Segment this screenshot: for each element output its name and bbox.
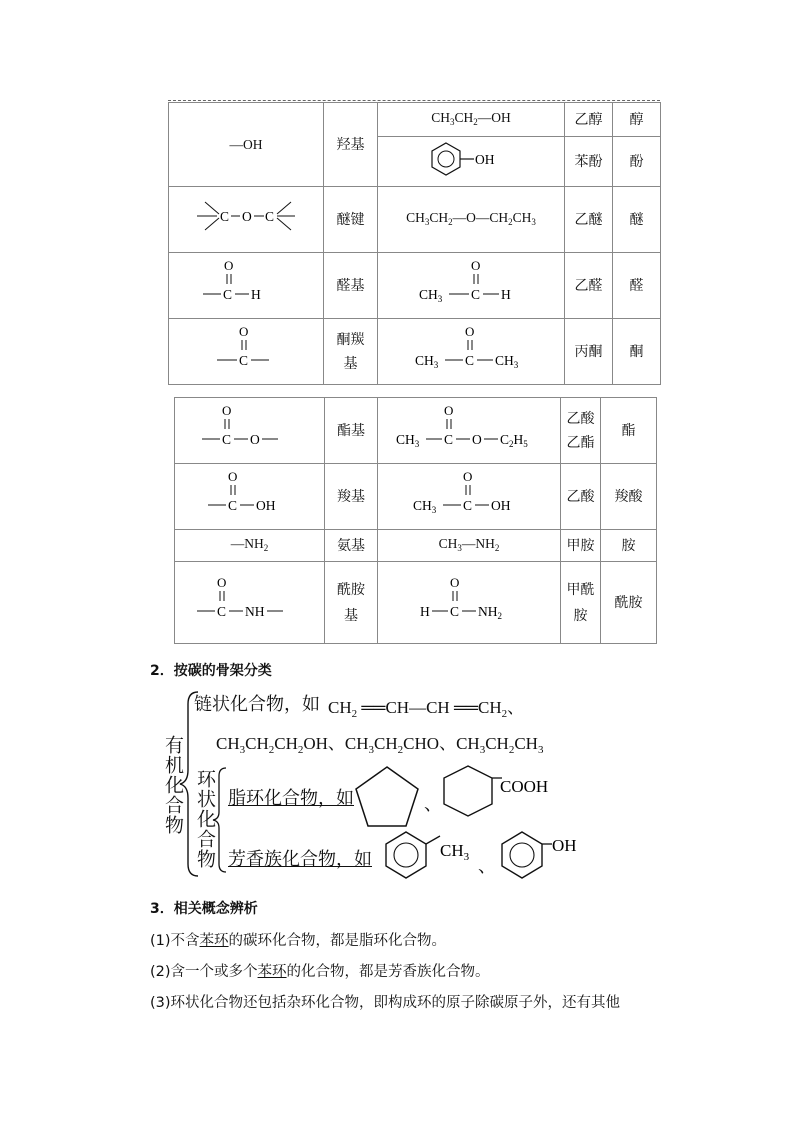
svg-text:H: H <box>420 603 430 619</box>
separator-2: 、 <box>478 856 496 877</box>
svg-text:C: C <box>444 431 454 447</box>
compound-diethyl-ether: 乙醚 <box>565 187 613 253</box>
concept-item-1: (1)不含苯环的碳环化合物，都是脂环化合物。 <box>150 933 447 949</box>
ester-group-icon <box>200 401 300 453</box>
example-ethyl-acetate <box>378 398 561 464</box>
ch3-label: $CH_3$ <box>440 841 470 863</box>
name-ester: 酯基 <box>325 398 378 464</box>
svg-text:OH: OH <box>491 497 511 513</box>
alicyclic-label-text: 脂环化合物，如 <box>228 788 354 809</box>
group-ester <box>175 398 325 464</box>
chain-compounds-label: 链状化合物，如 <box>194 694 320 715</box>
name-ether: 醚键 <box>324 187 378 253</box>
svg-text:CH3: $CH_3$ <box>415 352 439 370</box>
svg-text:NH2: $NH_2$ <box>478 603 502 621</box>
compound-acetone: 丙酮 <box>565 319 613 385</box>
class-carboxylic-acid: 羧酸 <box>601 464 657 530</box>
class-ether: 醚 <box>613 187 661 253</box>
example-ethanol: $CH_3CH_2—OH$ <box>378 103 565 137</box>
functional-group-table-2 <box>174 397 657 644</box>
page-top-border <box>168 100 660 101</box>
chain-example-butadiene: $CH_2$ ══CH—CH $══CH_2$、 <box>328 698 525 720</box>
svg-text:O: O <box>450 574 460 590</box>
compound-methylamine: 甲胺 <box>561 530 601 562</box>
group-carboxyl <box>175 464 325 530</box>
svg-text:OH: OH <box>255 497 275 513</box>
svg-text:O: O <box>239 323 249 339</box>
ethyl-acetate-structure <box>394 401 544 453</box>
name-aldehyde: 醛基 <box>324 253 378 319</box>
compound-ethanol: 乙醇 <box>565 103 613 137</box>
svg-text:CH3: $CH_3$ <box>495 352 519 370</box>
name-carboxyl: 羧基 <box>325 464 378 530</box>
ether-bond-icon <box>191 193 301 239</box>
compound-ethyl-acetate <box>561 398 601 464</box>
compound-phenol: 苯酚 <box>565 137 613 187</box>
name-ketone-carbonyl <box>324 319 378 385</box>
group-amide <box>175 562 325 644</box>
ketone-carbonyl-icon <box>211 322 281 374</box>
name-amide <box>325 562 378 644</box>
example-formamide <box>378 562 561 644</box>
svg-text:O: O <box>221 402 231 418</box>
svg-text:C: C <box>221 431 231 447</box>
class-amine: 胺 <box>601 530 657 562</box>
svg-text:CH3: $CH_3$ <box>419 286 443 304</box>
amide-group-icon <box>195 573 305 625</box>
svg-text:C: C <box>239 352 249 368</box>
ketone-name-part: 酮羰 基 <box>336 331 365 372</box>
svg-text:O: O <box>463 468 473 484</box>
svg-text:O: O <box>465 323 475 339</box>
svg-text:C: C <box>227 497 237 513</box>
aldehyde-group-icon <box>201 256 291 308</box>
ring-compounds-label: 环状化合物 <box>194 769 216 869</box>
compound-acetic-acid: 乙酸 <box>561 464 601 530</box>
chain-example-list: $CH_3CH_2CH_2OH$、$CH_3CH_2CHO$、$CH_3CH_2CH_3$ <box>216 734 544 756</box>
class-ester: 酯 <box>601 398 657 464</box>
acetaldehyde-structure <box>411 256 531 308</box>
phenol-icon <box>494 826 584 882</box>
class-ketone: 酮 <box>613 319 661 385</box>
svg-text:O: O <box>242 208 252 224</box>
svg-text:C: C <box>220 208 230 224</box>
aromatic-label-text: 芳香族化合物，如 <box>228 849 372 870</box>
cyclopentane-icon <box>352 764 422 830</box>
svg-text:H: H <box>251 286 261 302</box>
svg-text:C2H5: $C_2H_5$ <box>500 431 528 449</box>
svg-text:O: O <box>216 574 226 590</box>
example-diethyl-ether: $CH_3CH_2—O—CH_2CH_3$ <box>378 187 565 253</box>
group-ketone <box>169 319 324 385</box>
svg-text:C: C <box>465 352 475 368</box>
class-alcohol: 醇 <box>613 103 661 137</box>
example-methylamine: $CH_3—NH_2$ <box>378 530 561 562</box>
svg-text:O: O <box>249 431 260 447</box>
svg-text:NH: NH <box>244 603 264 619</box>
svg-text:C: C <box>450 603 460 619</box>
formamide-name: 甲酰 胺 <box>566 581 595 624</box>
svg-text:CH3: $CH_3$ <box>413 497 437 515</box>
toluene-icon <box>378 826 478 882</box>
concept-item-2: (2)含一个或多个苯环的化合物，都是芳香族化合物。 <box>150 964 490 980</box>
class-aldehyde: 醛 <box>613 253 661 319</box>
name-hydroxyl: 羟基 <box>324 103 378 187</box>
svg-text:CH3: $CH_3$ <box>396 431 420 449</box>
alicyclic-label <box>228 784 354 810</box>
svg-text:O: O <box>224 257 234 273</box>
inner-brace-icon <box>210 766 230 874</box>
example-acetone <box>378 319 565 385</box>
svg-text:H: H <box>501 286 511 302</box>
group-aldehyde <box>169 253 324 319</box>
svg-text:C: C <box>471 286 481 302</box>
example-acetic-acid <box>378 464 561 530</box>
cyclohexanecarboxylic-acid-icon <box>440 762 570 822</box>
formamide-structure <box>414 573 524 625</box>
name-amino: 氨基 <box>325 530 378 562</box>
svg-text:O: O <box>227 468 237 484</box>
phenol-oh-label: OH <box>475 151 495 167</box>
svg-text:O: O <box>471 257 481 273</box>
svg-text:O: O <box>472 431 482 447</box>
carboxyl-group-icon <box>200 467 300 519</box>
group-ether <box>169 187 324 253</box>
oh-label: OH <box>552 836 577 855</box>
phenol-structure-icon <box>416 139 526 177</box>
svg-text:O: O <box>444 402 454 418</box>
group-hydroxyl: —OH <box>169 103 324 187</box>
acetic-acid-structure <box>409 467 529 519</box>
example-phenol <box>378 137 565 187</box>
class-phenol: 酚 <box>613 137 661 187</box>
compound-acetaldehyde: 乙醛 <box>565 253 613 319</box>
functional-group-table-1 <box>168 102 661 385</box>
svg-text:C: C <box>223 286 233 302</box>
group-amino: $—NH_2$ <box>175 530 325 562</box>
svg-text:C: C <box>216 603 226 619</box>
root-label-organic-compounds: 有机化合物 <box>162 735 184 835</box>
section3-heading: 3．相关概念辨析 <box>150 901 258 917</box>
section2-heading: 2．按碳的骨架分类 <box>150 663 272 679</box>
separator-1: 、 <box>424 794 442 815</box>
svg-text:C: C <box>265 208 275 224</box>
cooh-label: COOH <box>500 777 549 796</box>
amide-name: 酰胺 基 <box>337 581 365 624</box>
example-acetaldehyde <box>378 253 565 319</box>
ethyl-acetate-name: 乙酸 乙酯 <box>566 410 595 451</box>
concept-item-3: (3)环状化合物还包括杂环化合物，即构成环的原子除碳原子外，还有其他 <box>150 995 621 1011</box>
aromatic-label <box>228 845 372 871</box>
acetone-structure <box>411 322 531 374</box>
compound-formamide <box>561 562 601 644</box>
svg-text:C: C <box>463 497 473 513</box>
class-amide: 酰胺 <box>601 562 657 644</box>
